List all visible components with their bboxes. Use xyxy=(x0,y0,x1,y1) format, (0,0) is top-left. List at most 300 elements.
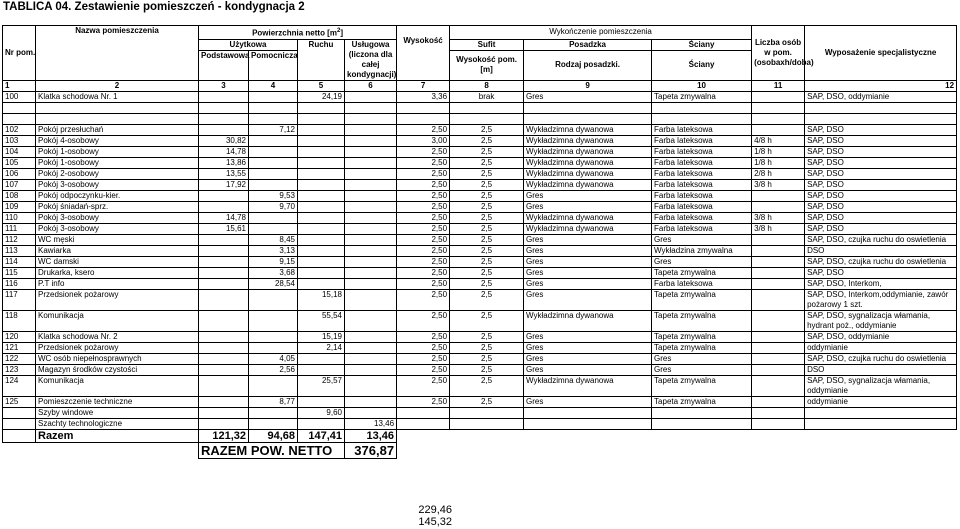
cell-pom: 7,12 xyxy=(249,124,298,135)
cell-osoby xyxy=(752,407,805,418)
room-table xyxy=(2,25,957,459)
header-sciany2: Ściany xyxy=(652,50,752,80)
cell-osoby xyxy=(752,289,805,310)
cell-nazwa: Pokój 3-osobowy xyxy=(36,179,199,190)
cell-wys: 2,50 xyxy=(397,364,450,375)
cell-ruchu xyxy=(298,168,345,179)
cell-wys xyxy=(397,418,450,429)
cell-podst xyxy=(199,234,249,245)
cell-podst: 17,92 xyxy=(199,179,249,190)
cell-wyp: SAP, DSO, sygnalizacja włamania, oddymianie xyxy=(805,375,957,396)
cell-sciany: Farba lateksowa xyxy=(652,179,752,190)
cell-ruchu xyxy=(298,212,345,223)
table-row xyxy=(3,407,957,418)
cell-usl xyxy=(345,364,397,375)
cell-osoby xyxy=(752,267,805,278)
cell-usl xyxy=(345,267,397,278)
cell-wys-pom: 2,5 xyxy=(450,135,524,146)
cell-sciany: Farba lateksowa xyxy=(652,278,752,289)
header-liczba-osob: Liczba osób w pom. (osobaxh/doba) xyxy=(752,26,805,81)
cell-osoby: 2/8 h xyxy=(752,168,805,179)
cell-podst xyxy=(199,256,249,267)
cell-nazwa: Komunikacja xyxy=(36,375,199,396)
col-number: 6 xyxy=(345,80,397,91)
cell-wyp: SAP, DSO xyxy=(805,157,957,168)
cell-sciany: Farba lateksowa xyxy=(652,168,752,179)
blank-row xyxy=(3,113,957,124)
table-row xyxy=(3,342,957,353)
table-row xyxy=(3,157,957,168)
cell-wyp: SAP, DSO xyxy=(805,190,957,201)
cell-wys: 2,50 xyxy=(397,256,450,267)
cell-wys: 2,50 xyxy=(397,212,450,223)
cell-podst: 15,61 xyxy=(199,223,249,234)
cell-pom: 4,05 xyxy=(249,353,298,364)
summary-row xyxy=(3,429,957,442)
cell-nazwa: Przedsionek pożarowy xyxy=(36,289,199,310)
cell-wys: 2,50 xyxy=(397,396,450,407)
cell-sufit: Wykładzimna dywanowa xyxy=(524,212,652,223)
cell-usl xyxy=(345,289,397,310)
cell-nr: 111 xyxy=(3,223,36,234)
cell-usl xyxy=(345,135,397,146)
table-row xyxy=(3,418,957,429)
table-row xyxy=(3,331,957,342)
cell-pom: 8,77 xyxy=(249,396,298,407)
cell-sufit xyxy=(524,407,652,418)
cell-sufit: Gres xyxy=(524,342,652,353)
cell-sufit xyxy=(524,418,652,429)
cell-wys-pom: 2,5 xyxy=(450,168,524,179)
col-number: 4 xyxy=(249,80,298,91)
cell-usl xyxy=(345,223,397,234)
cell-ruchu xyxy=(298,256,345,267)
cell-sufit: Wykładzimna dywanowa xyxy=(524,146,652,157)
cell-pom xyxy=(249,212,298,223)
cell-sufit: Wykładzimna dywanowa xyxy=(524,223,652,234)
cell-pom: 3,68 xyxy=(249,267,298,278)
cell-osoby xyxy=(752,331,805,342)
table-header xyxy=(3,26,957,92)
header-pomocnicza: Pomocnicza xyxy=(249,50,298,80)
cell-wyp: SAP, DSO xyxy=(805,179,957,190)
cell-usl xyxy=(345,212,397,223)
cell-ruchu: 2,14 xyxy=(298,342,345,353)
cell-sciany: Farba lateksowa xyxy=(652,157,752,168)
cell-wys: 2,50 xyxy=(397,124,450,135)
cell-nr: 108 xyxy=(3,190,36,201)
cell-wys: 2,50 xyxy=(397,190,450,201)
room-table-container xyxy=(2,25,956,459)
header-podstawowa: Podstawowa xyxy=(199,50,249,80)
cell-sufit: Gres xyxy=(524,190,652,201)
cell-osoby xyxy=(752,190,805,201)
cell-podst xyxy=(199,124,249,135)
table-row xyxy=(3,91,957,102)
cell-ruchu xyxy=(298,179,345,190)
header-nr: Nr pom. xyxy=(3,26,36,81)
cell-ruchu xyxy=(298,124,345,135)
cell-nazwa: WC damski xyxy=(36,256,199,267)
cell-nazwa: Komunikacja xyxy=(36,310,199,331)
cell-sufit: Gres xyxy=(524,267,652,278)
cell-ruchu xyxy=(298,223,345,234)
cell-usl xyxy=(345,310,397,331)
cell-podst xyxy=(199,396,249,407)
cell-nr: 104 xyxy=(3,146,36,157)
cell-usl xyxy=(345,91,397,102)
cell-wys-pom: 2,5 xyxy=(450,245,524,256)
cell-nr: 116 xyxy=(3,278,36,289)
cell-wys: 2,50 xyxy=(397,223,450,234)
cell-usl xyxy=(345,157,397,168)
cell-wyp: SAP, DSO xyxy=(805,212,957,223)
cell-sufit: Gres xyxy=(524,289,652,310)
cell-nazwa: Szachty technologiczne xyxy=(36,418,199,429)
cell-pom xyxy=(249,146,298,157)
header-sufit: Sufit xyxy=(450,39,524,50)
cell-usl xyxy=(345,234,397,245)
cell-nazwa: WC osób niepełnosprawnych xyxy=(36,353,199,364)
cell-wys-pom: 2,5 xyxy=(450,342,524,353)
cell-wys-pom: 2,5 xyxy=(450,364,524,375)
cell-wyp: SAP, DSO xyxy=(805,201,957,212)
cell-nazwa: Magazyn środków czystości xyxy=(36,364,199,375)
col-number: 11 xyxy=(752,80,805,91)
cell-usl xyxy=(345,146,397,157)
cell-wys: 2,50 xyxy=(397,234,450,245)
cell-sciany xyxy=(652,418,752,429)
col-number: 9 xyxy=(524,80,652,91)
cell-sciany: Farba lateksowa xyxy=(652,135,752,146)
sum-uslugowa: 13,46 xyxy=(345,429,397,442)
cell-wyp xyxy=(805,418,957,429)
cell-sciany: Farba lateksowa xyxy=(652,212,752,223)
cell-osoby xyxy=(752,201,805,212)
cell-wyp: SAP, DSO xyxy=(805,146,957,157)
cell-wys-pom: 2,5 xyxy=(450,157,524,168)
cell-podst xyxy=(199,289,249,310)
cell-podst xyxy=(199,190,249,201)
cell-pom xyxy=(249,179,298,190)
cell-osoby xyxy=(752,234,805,245)
cell-podst xyxy=(199,267,249,278)
cell-usl xyxy=(345,331,397,342)
cell-sufit: Gres xyxy=(524,396,652,407)
cell-wyp xyxy=(805,407,957,418)
cell-nazwa: Pokój 4-osobowy xyxy=(36,135,199,146)
header-ruchu: Ruchu xyxy=(298,39,345,80)
cell-ruchu: 25,57 xyxy=(298,375,345,396)
cell-sciany: Farba lateksowa xyxy=(652,146,752,157)
header-sciany: Ściany xyxy=(652,39,752,50)
cell-osoby xyxy=(752,364,805,375)
cell-nazwa: Pokój 3-osobowy xyxy=(36,212,199,223)
table-row xyxy=(3,146,957,157)
cell-sciany: Tapeta zmywalna xyxy=(652,342,752,353)
cell-osoby xyxy=(752,91,805,102)
cell-sufit: Wykładzimna dywanowa xyxy=(524,375,652,396)
cell-nr: 105 xyxy=(3,157,36,168)
cell-sciany: Farba lateksowa xyxy=(652,190,752,201)
cell-wys-pom: 2,5 xyxy=(450,278,524,289)
cell-wys: 2,50 xyxy=(397,375,450,396)
cell-ruchu xyxy=(298,396,345,407)
cell-sciany: Tapeta zmywalna xyxy=(652,289,752,310)
cell-wys-pom: brak xyxy=(450,91,524,102)
cell-podst: 14,78 xyxy=(199,212,249,223)
cell-wys: 3,36 xyxy=(397,91,450,102)
cell-wys-pom: 2,5 xyxy=(450,179,524,190)
cell-podst xyxy=(199,364,249,375)
col-number: 7 xyxy=(397,80,450,91)
table-row xyxy=(3,201,957,212)
cell-podst xyxy=(199,342,249,353)
cell-podst xyxy=(199,331,249,342)
cell-podst xyxy=(199,201,249,212)
cell-sufit: Gres xyxy=(524,364,652,375)
col-number: 5 xyxy=(298,80,345,91)
cell-nazwa: Pokój 3-osobowy xyxy=(36,223,199,234)
cell-wys-pom: 2,5 xyxy=(450,146,524,157)
cell-wyp: SAP, DSO, oddymianie xyxy=(805,91,957,102)
cell-sciany: Gres xyxy=(652,234,752,245)
cell-sufit: Wykładzimna dywanowa xyxy=(524,310,652,331)
cell-pom: 28,54 xyxy=(249,278,298,289)
cell-ruchu xyxy=(298,353,345,364)
col-number: 1 xyxy=(3,80,36,91)
cell-nr: 121 xyxy=(3,342,36,353)
cell-ruchu: 24,19 xyxy=(298,91,345,102)
cell-pom: 8,45 xyxy=(249,234,298,245)
cell-wyp: SAP, DSO xyxy=(805,223,957,234)
cell-usl xyxy=(345,407,397,418)
cell-osoby: 3/8 h xyxy=(752,212,805,223)
cell-podst: 13,86 xyxy=(199,157,249,168)
cell-podst xyxy=(199,245,249,256)
cell-nr: 102 xyxy=(3,124,36,135)
cell-pom: 9,15 xyxy=(249,256,298,267)
cell-wys: 2,50 xyxy=(397,201,450,212)
cell-pom xyxy=(249,289,298,310)
cell-wys-pom: 2,5 xyxy=(450,234,524,245)
cell-ruchu xyxy=(298,364,345,375)
cell-nr: 117 xyxy=(3,289,36,310)
col-number: 2 xyxy=(36,80,199,91)
cell-wys-pom: 2,5 xyxy=(450,223,524,234)
cell-ruchu xyxy=(298,418,345,429)
cell-nr: 107 xyxy=(3,179,36,190)
cell-podst xyxy=(199,310,249,331)
cell-podst xyxy=(199,353,249,364)
cell-wys-pom xyxy=(450,407,524,418)
cell-nazwa: Pokój 2-osobowy xyxy=(36,168,199,179)
cell-wyp: DSO xyxy=(805,245,957,256)
cell-nazwa: Pokój odpoczynku-kier. xyxy=(36,190,199,201)
cell-pom xyxy=(249,157,298,168)
cell-podst xyxy=(199,91,249,102)
cell-pom xyxy=(249,135,298,146)
cell-wyp: SAP, DSO, oddymianie xyxy=(805,331,957,342)
cell-pom: 9,70 xyxy=(249,201,298,212)
cell-ruchu xyxy=(298,245,345,256)
cell-osoby: 3/8 h xyxy=(752,179,805,190)
sum-podstawowa: 121,32 xyxy=(199,429,249,442)
cell-wyp: SAP, DSO, sygnalizacja włamania, hydrant poż., oddymianie xyxy=(805,310,957,331)
table-row xyxy=(3,364,957,375)
cell-pom xyxy=(249,168,298,179)
table-row xyxy=(3,267,957,278)
cell-usl xyxy=(345,396,397,407)
cell-sciany: Gres xyxy=(652,256,752,267)
cell-wys-pom: 2,5 xyxy=(450,212,524,223)
cell-pom xyxy=(249,407,298,418)
header-uzytkowa: Użytkowa xyxy=(199,39,298,50)
cell-osoby: 4/8 h xyxy=(752,135,805,146)
razem-pow-netto-label: RAZEM POW. NETTO xyxy=(199,442,345,458)
cell-nr: 114 xyxy=(3,256,36,267)
cell-podst xyxy=(199,278,249,289)
cell-nr: 113 xyxy=(3,245,36,256)
cell-sciany: Tapeta zmywalna xyxy=(652,396,752,407)
header-posadzka: Posadzka xyxy=(524,39,652,50)
cell-wyp: oddymianie xyxy=(805,396,957,407)
cell-wys-pom: 2,5 xyxy=(450,375,524,396)
cell-sciany: Farba lateksowa xyxy=(652,124,752,135)
cell-wys: 3,00 xyxy=(397,135,450,146)
cell-sufit: Wykładzimna dywanowa xyxy=(524,157,652,168)
cell-usl xyxy=(345,190,397,201)
cell-nazwa: Pokój przesłuchań xyxy=(36,124,199,135)
cell-ruchu: 15,18 xyxy=(298,289,345,310)
cell-nr: 103 xyxy=(3,135,36,146)
cell-sufit: Gres xyxy=(524,234,652,245)
cell-pom: 9,53 xyxy=(249,190,298,201)
cell-sufit: Gres xyxy=(524,278,652,289)
cell-sufit: Wykładzimna dywanowa xyxy=(524,135,652,146)
cell-nazwa: Drukarka, ksero xyxy=(36,267,199,278)
cell-nr: 109 xyxy=(3,201,36,212)
cell-nazwa: Pomieszczenie techniczne xyxy=(36,396,199,407)
header-wyposazenie: Wyposażenie specjalistyczne xyxy=(805,26,957,81)
table-row xyxy=(3,278,957,289)
cell-sufit: Gres xyxy=(524,256,652,267)
cell-wys-pom xyxy=(450,418,524,429)
cell-usl xyxy=(345,168,397,179)
cell-wyp: SAP, DSO xyxy=(805,135,957,146)
cell-osoby: 3/8 h xyxy=(752,223,805,234)
cell-osoby xyxy=(752,418,805,429)
cell-usl xyxy=(345,179,397,190)
header-uslugowa: Usługowa (liczona dla całej kondygnacji) xyxy=(345,39,397,80)
cell-nazwa: P.T info xyxy=(36,278,199,289)
cell-wyp: SAP, DSO xyxy=(805,168,957,179)
cell-sciany: Tapeta zmywalna xyxy=(652,267,752,278)
page-title: TABLICA 04. Zestawienie pomieszczeń - kondygnacja 2 xyxy=(3,1,305,13)
cell-nazwa: Przedsionek pożarowy xyxy=(36,342,199,353)
cell-wys-pom: 2,5 xyxy=(450,267,524,278)
cell-pom: 3,13 xyxy=(249,245,298,256)
cell-osoby: 1/8 h xyxy=(752,146,805,157)
cell-sciany: Tapeta zmywalna xyxy=(652,310,752,331)
cell-nazwa: Szyby windowe xyxy=(36,407,199,418)
cell-ruchu xyxy=(298,267,345,278)
cell-podst: 14,78 xyxy=(199,146,249,157)
cell-pom xyxy=(249,331,298,342)
cell-wyp: oddymianie xyxy=(805,342,957,353)
cell-podst: 30,82 xyxy=(199,135,249,146)
cell-sciany: Tapeta zmywalna xyxy=(652,375,752,396)
cell-wys: 2,50 xyxy=(397,353,450,364)
extra-value: 229,46 xyxy=(418,504,452,516)
cell-nazwa: Klatka schodowa Nr. 1 xyxy=(36,91,199,102)
cell-osoby: 1/8 h xyxy=(752,157,805,168)
cell-sciany: Gres xyxy=(652,364,752,375)
cell-ruchu xyxy=(298,278,345,289)
cell-wys: 2,50 xyxy=(397,179,450,190)
cell-sufit: Gres xyxy=(524,91,652,102)
cell-wys: 2,50 xyxy=(397,342,450,353)
column-numbers-row xyxy=(3,80,957,91)
cell-sufit: Gres xyxy=(524,331,652,342)
table-row xyxy=(3,256,957,267)
cell-usl xyxy=(345,124,397,135)
cell-osoby xyxy=(752,278,805,289)
cell-pom xyxy=(249,310,298,331)
cell-usl xyxy=(345,201,397,212)
cell-pom: 2,56 xyxy=(249,364,298,375)
table-row xyxy=(3,212,957,223)
cell-wys: 2,50 xyxy=(397,157,450,168)
cell-sciany: Gres xyxy=(652,353,752,364)
cell-wys: 2,50 xyxy=(397,289,450,310)
cell-nr: 118 xyxy=(3,310,36,331)
extra-value: 145,32 xyxy=(418,516,452,528)
header-rodzaj-posadzki: Rodzaj posadzki. xyxy=(524,50,652,80)
cell-ruchu xyxy=(298,146,345,157)
cell-nr: 125 xyxy=(3,396,36,407)
cell-nr: 124 xyxy=(3,375,36,396)
cell-pom xyxy=(249,418,298,429)
cell-podst xyxy=(199,418,249,429)
table-row xyxy=(3,168,957,179)
cell-nr xyxy=(3,418,36,429)
cell-usl xyxy=(345,353,397,364)
cell-wys-pom: 2,5 xyxy=(450,201,524,212)
cell-ruchu: 55,54 xyxy=(298,310,345,331)
cell-nazwa: Pokój śniadań-sprz. xyxy=(36,201,199,212)
cell-nr: 123 xyxy=(3,364,36,375)
cell-wyp: SAP, DSO, czujka ruchu do oswietlenia xyxy=(805,353,957,364)
col-number: 12 xyxy=(805,80,957,91)
cell-osoby xyxy=(752,353,805,364)
cell-nazwa: WC męski xyxy=(36,234,199,245)
cell-usl xyxy=(345,278,397,289)
cell-nr xyxy=(3,407,36,418)
cell-wys: 2,50 xyxy=(397,278,450,289)
cell-wys-pom: 2,5 xyxy=(450,190,524,201)
cell-osoby xyxy=(752,396,805,407)
cell-podst xyxy=(199,407,249,418)
cell-wys-pom: 2,5 xyxy=(450,353,524,364)
sum-pomocnicza: 94,68 xyxy=(249,429,298,442)
table-row xyxy=(3,223,957,234)
cell-podst: 13,55 xyxy=(199,168,249,179)
cell-sufit: Wykładzimna dywanowa xyxy=(524,124,652,135)
sum-ruchu: 147,41 xyxy=(298,429,345,442)
razem-label: Razem xyxy=(36,429,199,442)
cell-pom xyxy=(249,342,298,353)
